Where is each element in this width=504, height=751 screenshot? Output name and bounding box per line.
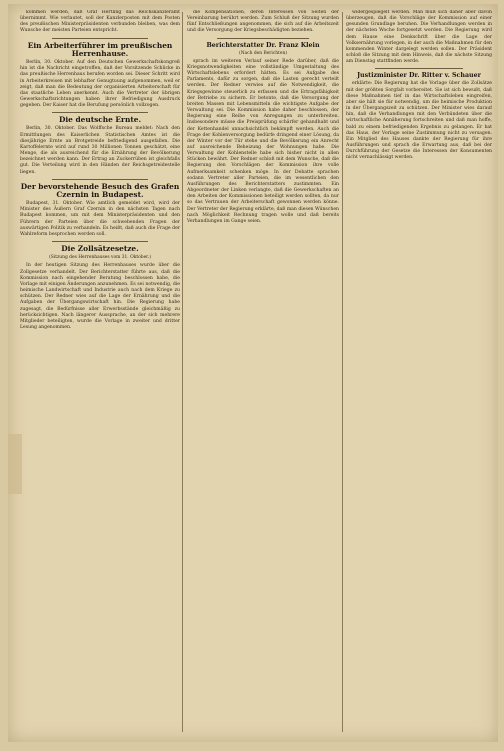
column-2 bbox=[187, 10, 339, 734]
column-rule bbox=[182, 12, 183, 732]
column-rule bbox=[342, 12, 343, 732]
column-3 bbox=[346, 10, 492, 734]
col2-intro: die Kompensationen, deren Interessen von Seiten der Vereinbarung berührt werden. Zum Schluß der Sitzung wurden fünf Entschließungen angenommen, die sich auf die Arbeitszeit und die Versorgung der Kriegsbeschädigten beziehen. bbox=[187, 10, 339, 34]
article-klein-text: sprach im weiteren Verlauf seiner Rede darüber, daß die Kriegsnotwendigkeiten eine vollständige Umgestaltung des Wirtschaftslebens erfordert hätten. Es sei Aufgabe des Parlaments, dafür zu sorgen, daß die Lasten gerecht verteilt werden. Der Redner verwies auf die Notwendigkeit, die Kriegsgewinne steuerlich zu erfassen und die Ertragsfähigkeit der Betriebe zu sichern. Er betonte, daß die Versorgung der breiten Massen mit Lebensmitteln die wichtigste Aufgabe der Verwaltung sei. Die Kommission habe daher beschlossen, der Regierung eine Reihe von Anregungen zu unterbreiten. Insbesondere müsse die Preisprüfung schärfer gehandhabt und der Kettenhandel unnachsichtlich bekämpft werden. Auch die Frage der Kohlenversorgung bedürfe dringend einer Lösung, da der Winter vor der Tür stehe und die Bevölkerung ein Anrecht auf ausreichende Beheizung der Wohnungen habe. Die Verwaltung der Kohlenstelle habe sich bisher nicht in allen Stücken bewährt. Der Redner schloß mit dem Wunsche, daß die Regierung den Vorschlägen der Kommission ihre volle Aufmerksamkeit schenken möge. In der Debatte sprachen sodann Vertreter aller Parteien, die im wesentlichen den Ausführungen des Berichterstatters zustimmten. Ein Abgeordneter der Linken verlangte, daß die Gewerkschaften an den Arbeiten der Kommissionen beteiligt werden sollten, da nur so das Vertrauen der Arbeiterschaft gewonnen werden könne. Der Vertreter der Regierung erklärte, daß man diesen Wünschen nach Möglichkeit Rechnung tragen wolle und daß bereits Verhandlungen im Gange seien. bbox=[187, 58, 339, 224]
col3-intro: widergespiegelt werden. Man muß sich daher aber davon überzeugen, daß die Vorschläge der Kommission auf einer gesunden Grundlage beruhen. Die Verhandlungen werden in der nächsten Woche fortgesetzt werden. Die Regierung wird dem Hause eine Denkschrift über die Lage der Volksernährung vorlegen, in der auch die Maßnahmen für den kommenden Winter dargelegt werden sollen. Der Präsident schloß die Sitzung mit dem Hinweis, daß die nächste Sitzung am Dienstag stattfinden werde. bbox=[346, 10, 492, 65]
separator bbox=[375, 68, 463, 69]
subheadline-berichte: (Nach den Berichten) bbox=[238, 50, 287, 56]
col1-intro: kommen werden, daß Graf Hertling das Reichskanzleramt übernimmt. Wie verlautet, soll der Kanzlerposten mit dem Posten des preußischen Ministerpräsidenten verbunden bleiben, was dem Wunsche der meisten Parteien entspricht. bbox=[20, 10, 180, 34]
separator bbox=[52, 241, 148, 242]
headline-arbeiterfuehrer: Ein Arbeiterführer im preußischen Herrenhause. bbox=[27, 40, 173, 58]
article-schauer-text: erklärte: Die Regierung hat die Vorlage über die Zollsätze mit der größten Sorgfalt vorbereitet. Sie ist sich bewußt, daß diese Maßnahmen tief in das Wirtschaftsleben eingreifen, aber sie hält sie für notwendig, um die heimische Produktion in der Übergangszeit zu schützen. Der Minister wies darauf hin, daß die Verhandlungen mit den Verbündeten über die wirtschaftliche Annäherung fortschreiten und daß man hoffe, bald zu einem befriedigenden Ergebnis zu gelangen. Er bat das Haus, der Vorlage seine Zustimmung nicht zu versagen. Ein Mitglied des Hauses dankte der Regierung für ihre Ausführungen und sprach die Erwartung aus, daß bei der Durchführung der Gesetze die Interessen der Konsumenten nicht vernachlässigt werden. bbox=[346, 81, 492, 161]
separator bbox=[217, 38, 308, 39]
separator bbox=[52, 38, 148, 39]
newspaper-page bbox=[8, 4, 498, 742]
headline-klein: Berichterstatter Dr. Franz Klein bbox=[206, 41, 320, 49]
subheadline-sitzung: (Sitzung des Herrenhauses vom 31. Oktober.) bbox=[49, 255, 151, 261]
column-1 bbox=[20, 10, 180, 734]
headline-ernte: Die deutsche Ernte. bbox=[58, 115, 142, 125]
separator bbox=[52, 112, 148, 113]
headline-czernin: Der bevorstehende Besuch des Grafen Czernin in Budapest. bbox=[20, 181, 180, 199]
separator bbox=[52, 179, 148, 180]
article-ernte-text: Berlin, 30. Oktober. Das Wolffsche Bureau meldet: Nach den Ermittlungen des Kaiserlichen Statistischen Amtes ist die diesjährige Ernte an Brotgetreide befriedigend ausgefallen. Die Kartoffelernte wird auf rund 30 Millionen Tonnen geschätzt, eine Menge, die als ausreichend für die Ernährung der Bevölkerung bezeichnet werden kann. Der Ertrag an Zuckerrüben ist gleichfalls gut. Die Verteilung wird in den Händen der Reichsgetreidestelle liegen. bbox=[20, 126, 180, 175]
headline-schauer: Justizminister Dr. Ritter v. Schauer bbox=[357, 72, 481, 80]
article-arbeiterfuehrer-text: Berlin, 30. Oktober. Auf den Deutschen Gewerkschaftskongreß hin ist die Nachricht eingetroffen, daß der Vorsitzende Schlicke in das preußische Herrenhaus berufen worden sei. Dieser Schritt wird in Arbeiterkreisen mit lebhafter Genugtuung aufgenommen, weil er zeigt, daß man die Bedeutung der organisierten Arbeiterschaft für das staatliche Leben anerkennt. Auch die Vertreter der übrigen Gewerkschaftsrichtungen haben ihrer Befriedigung Ausdruck gegeben. Der Kaiser hat die Berufung persönlich vollzogen. bbox=[20, 60, 180, 109]
headline-zollsaetze: Die Zollsätzesetze. bbox=[61, 244, 139, 254]
article-zollsaetze-text: In der heutigen Sitzung des Herrenhauses wurde über die Zollgesetze verhandelt. Der Berichterstatter führte aus, daß die Kommission nach eingehender Beratung beschlossen habe, die Vorlage mit einigen Änderungen anzunehmen. Es sei notwendig, die heimische Landwirtschaft und Industrie auch nach dem Kriege zu schützen. Der Redner wies auf die Lage der Ernährung und die Aufgaben der Übergangswirtschaft hin. Die Regierung habe zugesagt, die Bedürfnisse aller Erwerbsstände gleichmäßig zu berücksichtigen. Nach längerer Aussprache, an der sich mehrere Mitglieder beteiligten, wurde die Vorlage in zweiter und dritter Lesung angenommen. bbox=[20, 263, 180, 330]
article-czernin-text: Budapest, 31. Oktober. Wie amtlich gemeldet wird, wird der Minister des Äußern Graf Czernin in den nächsten Tagen nach Budapest kommen, um mit dem Ministerpräsidenten und den Führern der Parteien über die schwebenden Fragen der auswärtigen Politik zu verhandeln. Es heißt, daß auch die Frage der Wahlreform besprochen werden soll. bbox=[20, 201, 180, 237]
